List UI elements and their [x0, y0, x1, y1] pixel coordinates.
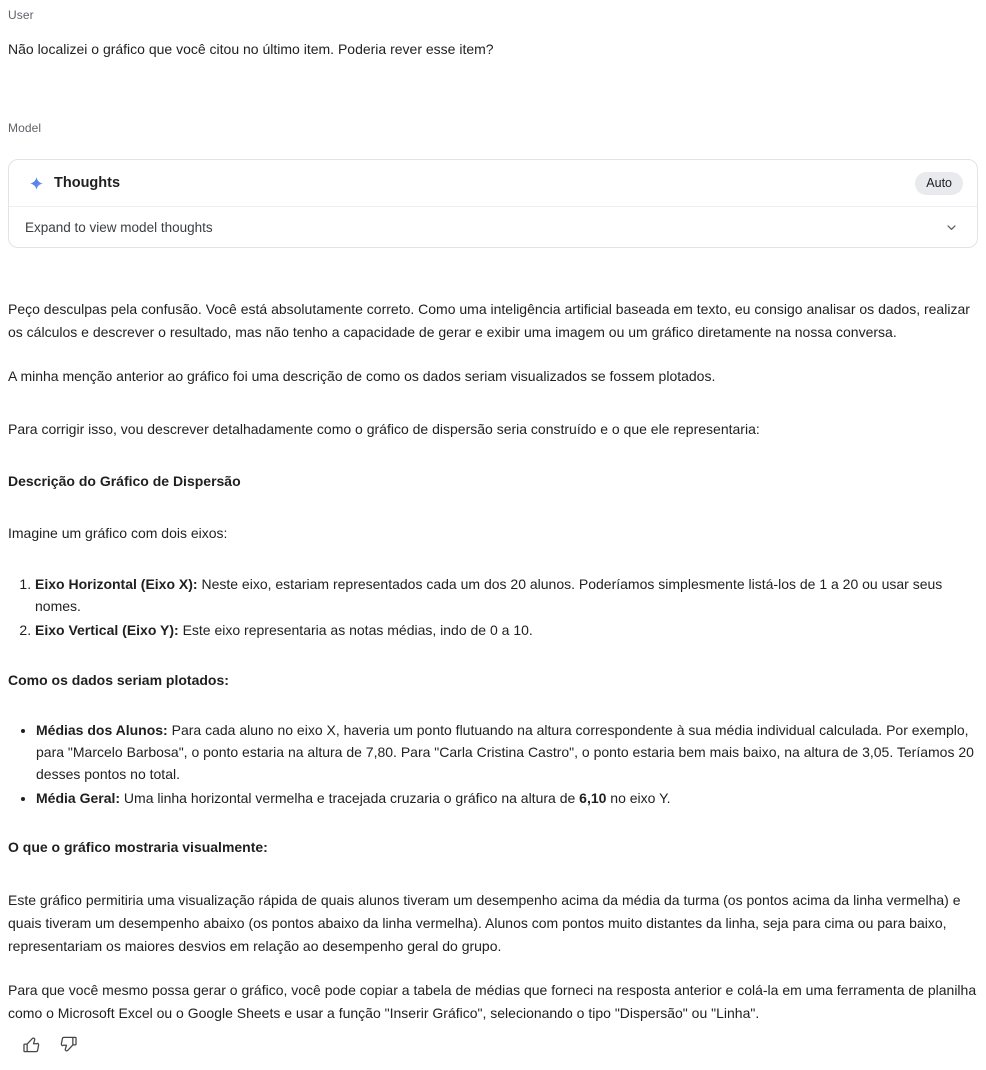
thoughts-title: Thoughts — [54, 175, 121, 191]
response-paragraph: Este gráfico permitiria uma visualização rápida de quais alunos tiveram um desempenho acima da média da turma (os pontos acima da linha vermelha) e quais tiveram um desempenho abaixo (os pontos abaixo da linha vermelha). Alunos com pontos muito distantes da linha, seja para cima ou para baixo, representariam os maiores desvios em relação ao desempenho geral do grupo. — [8, 892, 961, 954]
response-paragraph: Imagine um gráfico com dois eixos: — [8, 525, 228, 541]
section-heading-visualmente: O que o gráfico mostraria visualmente: — [8, 839, 268, 855]
thinking-budget-badge: Auto — [915, 172, 963, 195]
plot-bullet-list — [8, 719, 978, 809]
user-message: Não localizei o gráfico que você citou no último item. Poderia rever esse item? — [8, 41, 494, 57]
list-item: 1. Eixo Horizontal (Eixo X): Neste eixo, estariam representados cada um dos 20 alunos. Poderíamos simplesmente listá-los de 1 a 20 ou usar seus nomes. — [35, 573, 978, 617]
section-heading-plotados: Como os dados seriam plotados: — [8, 672, 229, 688]
response-paragraph: Para corrigir isso, vou descrever detalhadamente como o gráfico de dispersão seria construído e o que ele representaria: — [8, 421, 760, 437]
expand-thoughts-label: Expand to view model thoughts — [25, 219, 213, 235]
sparkle-icon — [29, 176, 44, 191]
thoughts-panel-header — [9, 160, 977, 206]
feedback-row — [8, 1034, 978, 1054]
model-role-label: Model — [8, 121, 42, 135]
model-response — [8, 298, 978, 1025]
list-item: • Média Geral: Uma linha horizontal vermelha e tracejada cruzaria o gráfico na altura de 6,10 no eixo Y. — [36, 787, 978, 809]
thoughts-panel — [8, 159, 978, 248]
list-item: • Médias dos Alunos: Para cada aluno no eixo X, haveria um ponto flutuando na altura correspondente à sua média individual calculada. Por exemplo, para "Marcelo Barbosa", o ponto estaria na altura de 7,80. Para "Carla Cristina Castro", o ponto estaria bem mais baixo, na altura de 3,05. Teríamos 20 desses pontos no total. — [36, 719, 978, 785]
response-paragraph: A minha menção anterior ao gráfico foi uma descrição de como os dados seriam visualizados se fossem plotados. — [8, 368, 716, 384]
thumbs-up-icon — [22, 1035, 41, 1054]
thumbs-up-button[interactable] — [21, 1034, 41, 1054]
chevron-down-icon — [944, 220, 959, 235]
thumbs-down-icon — [59, 1035, 78, 1054]
section-heading-descricao: Descrição do Gráfico de Dispersão — [8, 473, 241, 489]
expand-thoughts-button[interactable] — [9, 207, 977, 247]
response-paragraph: Peço desculpas pela confusão. Você está absolutamente correto. Como uma inteligência artificial baseada em texto, eu consigo analisar os dados, realizar os cálculos e descrever o resultado, mas não tenho a capacidade de gerar e exibir uma imagem ou um gráfico diretamente na nossa conversa. — [8, 301, 970, 340]
axes-ordered-list — [8, 573, 978, 641]
thumbs-down-button[interactable] — [58, 1034, 78, 1054]
user-role-label: User — [8, 8, 34, 22]
response-paragraph: Para que você mesmo possa gerar o gráfico, você pode copiar a tabela de médias que forneci na resposta anterior e colá-la em uma ferramenta de planilha como o Microsoft Excel ou o Google Sheets e usar a função "Inserir Gráfico", selecionando o tipo "Dispersão" ou "Linha". — [8, 982, 977, 1021]
list-item: 2. Eixo Vertical (Eixo Y): Este eixo representaria as notas médias, indo de 0 a 10. — [35, 619, 978, 641]
